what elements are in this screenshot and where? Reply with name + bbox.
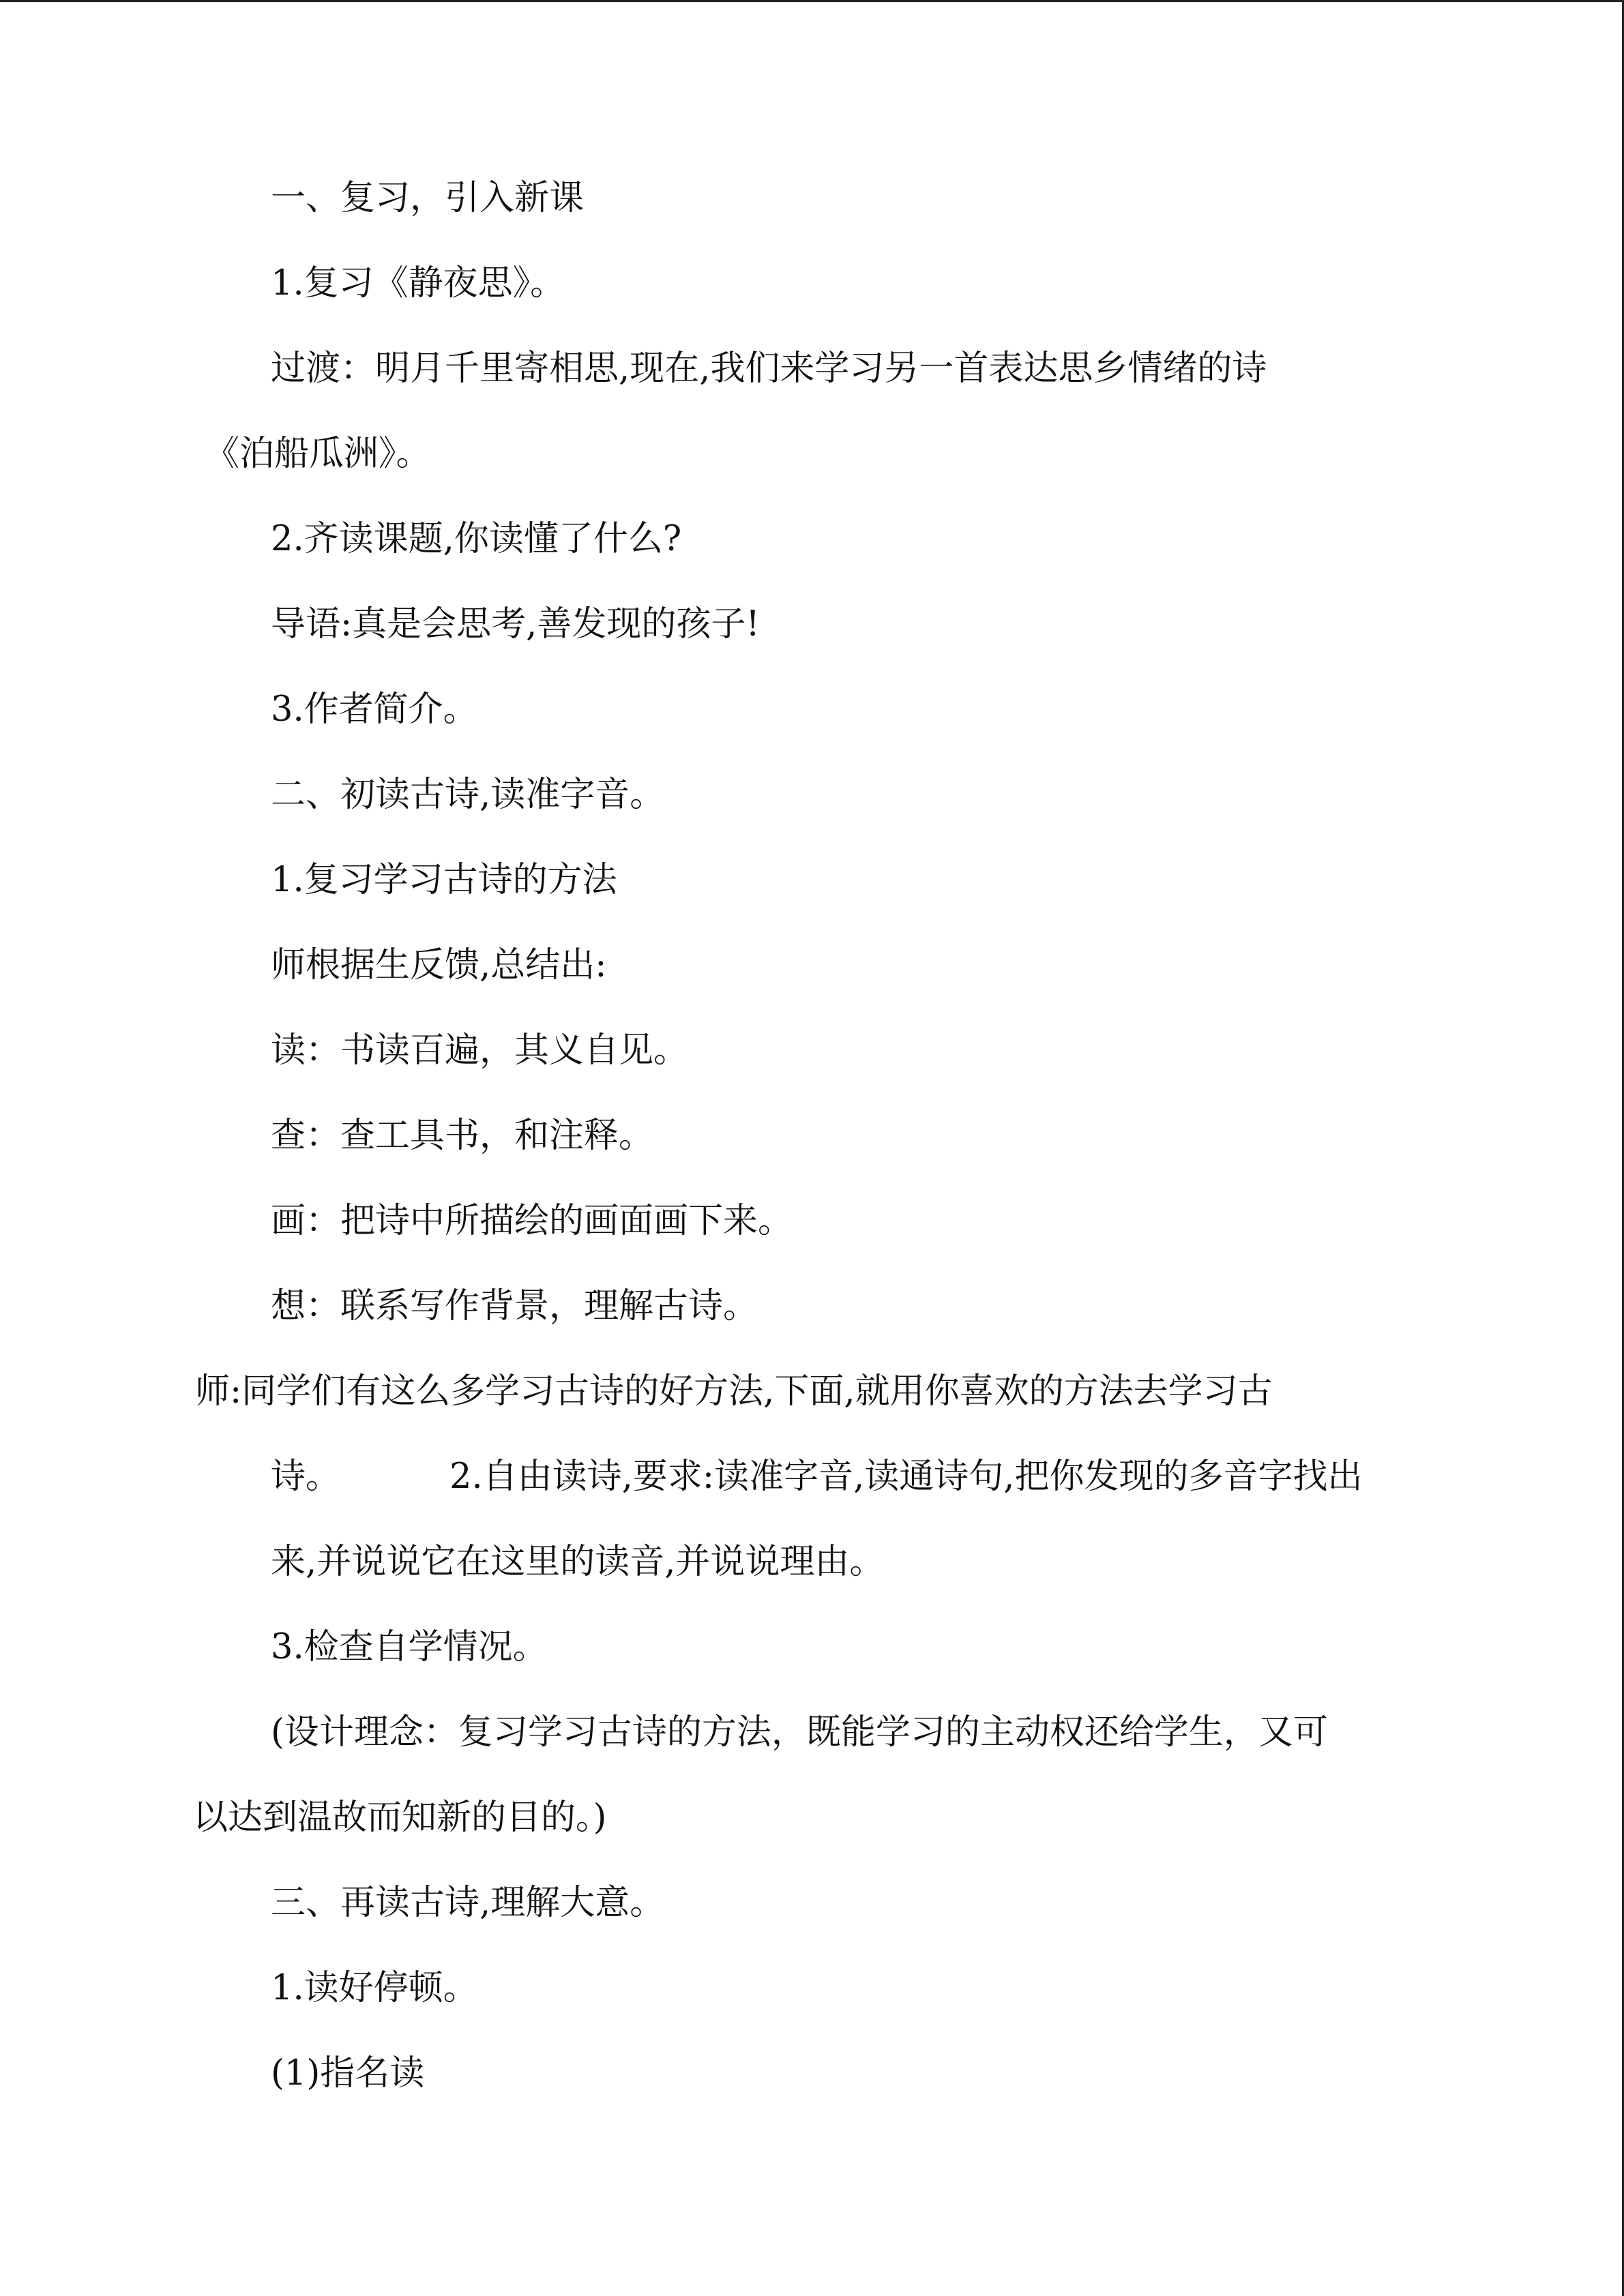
paragraph: 查：查工具书，和注释。 [271,1116,654,1156]
paragraph-continuation: 诗。 [271,1457,341,1497]
paragraph: 过渡：明月千里寄相思,现在,我们来学习另一首表达思乡情绪的诗 [271,348,1267,389]
paragraph: 读：书读百遍，其义自见。 [271,1030,689,1071]
paragraph: (1)指名读 [271,2053,425,2093]
paragraph: 导语:真是会思考,善发现的孩子! [271,604,760,644]
paragraph: 画：把诗中所描绘的画面画下来。 [271,1201,793,1241]
paragraph: 1.读好停顿。 [271,1968,478,2008]
design-note-continuation: 以达到温故而知新的目的。) [193,1798,607,1838]
paragraph: 3.检查自学情况。 [271,1627,548,1667]
section-heading-second-reading: 三、再读古诗,理解大意。 [271,1883,665,1923]
paragraph: 想：联系写作背景，理解古诗。 [271,1286,758,1326]
paragraph: 2.自由读诗,要求:读准字音,读通诗句,把你发现的多音字找出 [449,1457,1363,1497]
paragraph: 师:同学们有这么多学习古诗的好方法,下面,就用你喜欢的方法去学习古 [195,1371,1273,1412]
section-heading-first-reading: 二、初读古诗,读准字音。 [271,775,665,815]
paragraph-continuation: 《泊船瓜洲》。 [205,434,431,474]
paragraph: 3.作者简介。 [271,689,478,730]
paragraph: 2.齐读课题,你读懂了什么? [271,519,682,559]
section-heading-review: 一、复习，引入新课 [271,178,585,218]
design-note: (设计理念：复习学习古诗的方法，既能学习的主动权还给学生，又可 [271,1712,1328,1753]
paragraph-mixed-line [271,1455,1363,1499]
paragraph: 1.复习学习古诗的方法 [271,860,617,900]
paragraph: 1.复习《静夜思》。 [271,263,565,303]
paragraph-continuation: 来,并说说它在这里的读音,并说说理由。 [271,1542,885,1582]
paragraph: 师根据生反馈,总结出: [271,945,607,985]
